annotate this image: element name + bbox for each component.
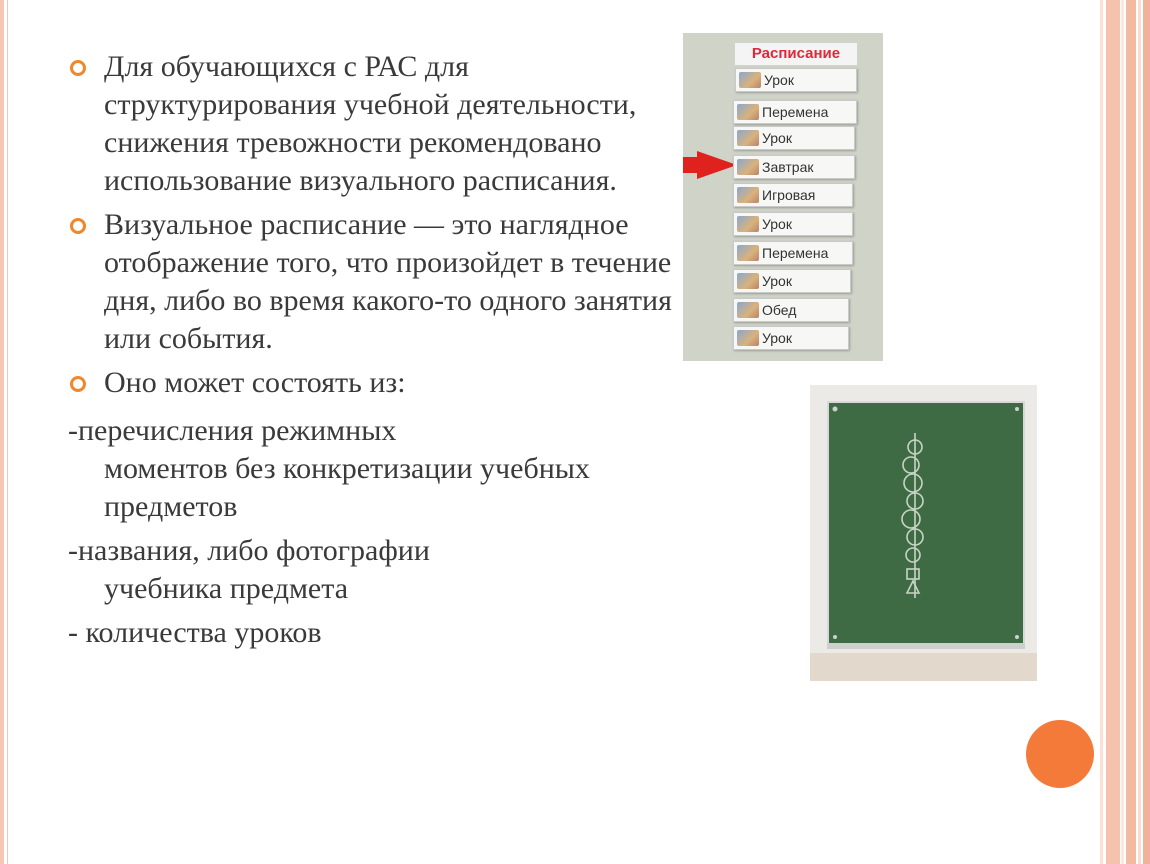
card-picture-icon	[737, 159, 759, 175]
schedule-card	[733, 241, 853, 265]
right-stripe	[1121, 0, 1124, 864]
card-label: Урок	[762, 216, 792, 232]
card-picture-icon	[737, 130, 759, 146]
chalkboard	[827, 401, 1025, 645]
card-picture-icon	[737, 330, 759, 346]
schedule-card	[733, 183, 853, 207]
list-item-continuation: моментов без конкретизации учебных предметов	[104, 452, 590, 523]
bullet-item	[68, 206, 688, 358]
list-item	[68, 532, 688, 608]
card-label: Перемена	[762, 104, 829, 120]
list-item-continuation: учебника предмета	[104, 572, 349, 605]
list-item-first-line: - количества уроков	[68, 616, 322, 649]
card-picture-icon	[737, 187, 759, 203]
bullet-item	[68, 364, 688, 402]
card-picture-icon	[737, 245, 759, 261]
right-stripe	[1106, 0, 1120, 864]
schedule-card	[733, 212, 853, 236]
card-label: Урок	[762, 330, 792, 346]
card-picture-icon	[737, 216, 759, 232]
bullet-text: Для обучающихся с РАС для структурирования учебной деятельности, снижения тревожности рекомендовано использование визуального расписания.	[104, 50, 637, 197]
bullet-icon	[70, 376, 86, 392]
bullet-text: Оно может состоять из:	[104, 366, 406, 399]
card-picture-icon	[737, 302, 759, 318]
floor	[810, 653, 1037, 681]
arrow-icon	[697, 151, 737, 179]
schedule-card	[733, 326, 849, 350]
right-stripe	[1100, 0, 1103, 864]
card-label: Обед	[762, 302, 797, 318]
left-border	[0, 0, 4, 864]
left-border-line	[7, 0, 8, 864]
right-stripe	[1143, 0, 1150, 864]
card-label: Урок	[762, 273, 792, 289]
bullet-icon	[70, 218, 86, 234]
chalkboard-photo	[810, 385, 1037, 681]
chalkboard-rail	[827, 643, 1025, 649]
bullet-item	[68, 48, 688, 200]
list-item	[68, 412, 688, 526]
card-label: Игровая	[762, 187, 816, 203]
card-picture-icon	[737, 273, 759, 289]
card-picture-icon	[739, 72, 761, 88]
slide-body	[68, 48, 688, 658]
card-label: Урок	[762, 130, 792, 146]
schedule-photo	[683, 33, 883, 361]
schedule-card	[733, 269, 851, 293]
bullet-text: Визуальное расписание — это наглядное отображение того, что произойдет в течение дня, либо во время какого-то одного занятия или события.	[104, 208, 672, 355]
list-item-first-line: -названия, либо фотографии	[68, 534, 430, 567]
schedule-card	[733, 155, 855, 179]
schedule-card	[735, 68, 857, 92]
right-stripe	[1126, 0, 1136, 864]
card-picture-icon	[737, 104, 759, 120]
schedule-card	[733, 100, 857, 124]
list-item-first-line: -перечисления режимных	[68, 414, 397, 447]
schedule-card	[733, 126, 855, 150]
chalk-drawing	[829, 403, 1023, 643]
right-stripe	[1138, 0, 1141, 864]
card-label: Завтрак	[762, 159, 814, 175]
decorative-circle	[1026, 720, 1094, 788]
schedule-card	[733, 298, 849, 322]
bullet-icon	[70, 60, 86, 76]
schedule-title: Расписание	[735, 43, 857, 65]
card-label: Урок	[764, 72, 794, 88]
list-item	[68, 614, 688, 652]
card-label: Перемена	[762, 245, 829, 261]
